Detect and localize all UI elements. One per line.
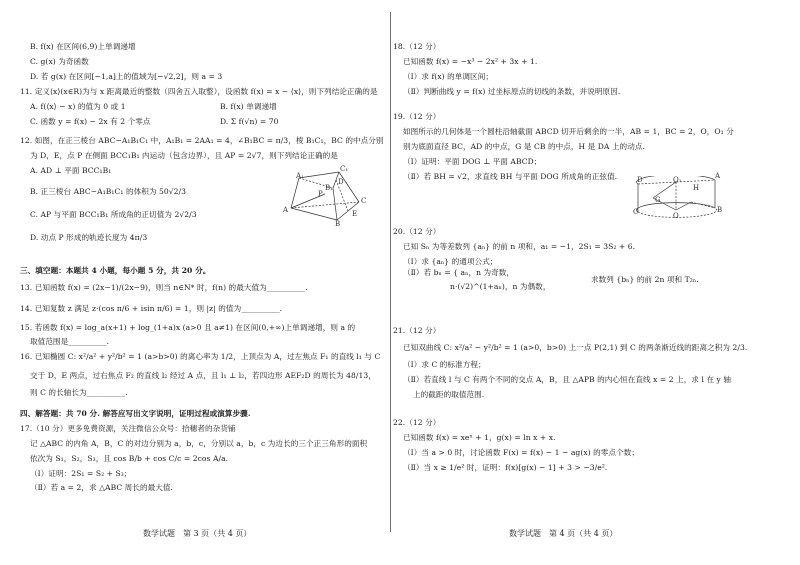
q11-option-c: C. 函数 y = f(x) − 2x 有 2 个零点 — [30, 117, 151, 126]
page-footer-right: 数学试题 第 4 页（共 4 页） — [509, 529, 618, 538]
fig-label-p: P — [318, 190, 323, 198]
q19-header: 19.（12 分） — [393, 112, 441, 121]
q13: 13. 已知函数 f(x) = (2x−1)/(2x−9)，则当 n∈N* 时，f(n) 的最大值为__________. — [20, 283, 308, 292]
q19-part2: （Ⅱ）若 BH = √2，求直线 BH 与平面 DOG 所成角的正弦值. — [403, 172, 618, 181]
q17-part1: （Ⅰ）证明：2S₁ = S₂ + S₃； — [30, 469, 132, 478]
fig-label-d: D — [338, 178, 344, 186]
q21-part1: （Ⅰ）求 C 的标准方程； — [403, 360, 486, 369]
q16-line2: 交于 D，E 两点，过右焦点 F₂ 的直线 l₂ 经过 A 点，且 l₁ ⊥ l₂，若四边形 AEF₂D 的周长为 48/13， — [30, 371, 376, 380]
q20-part2-case2: n·(√2)^(1+aₙ)，n 为偶数， — [450, 282, 551, 291]
page-divider — [390, 12, 391, 532]
fig-label-e: E — [352, 210, 358, 218]
q19-stem-line1: 如图所示的几何体是一个圆柱沿轴截面 ABCD 切开后剩余的一半，AB = 1，BC = 2，O，O₁ 分 — [403, 127, 734, 136]
fig19-label-a: A — [715, 172, 721, 180]
q20-part2-ask: 求数列 {bₙ} 的前 2n 项和 T₂ₙ. — [591, 275, 699, 284]
section-fill-in-heading: 三、填空题：本题共 4 小题，每小题 5 分，共 20 分。 — [20, 266, 211, 275]
q22-header: 22.（12 分） — [393, 418, 441, 427]
q21-stem: 已知双曲线 C: x²/a² − y²/b² = 1 (a>0，b>0) 上一点 P(2,1) 到 C 的两条渐近线的距离之积为 2/3. — [403, 343, 748, 352]
q11-option-a: A. f(⟨x⟩ − x) 的值为 0 或 1 — [30, 102, 126, 111]
page-footer-left: 数学试题 第 3 页（共 4 页） — [143, 529, 252, 538]
q22-part1: （Ⅰ）当 a > 0 时，讨论函数 F(x) = f(x) − 1 − ag(x) 的零点个数； — [403, 448, 640, 457]
q10-option-b: B. f(x) 在区间(6,9)上单调递增 — [30, 42, 136, 51]
q17-part2: （Ⅱ）若 a = 2，求 △ABC 周长的最大值. — [30, 483, 174, 492]
fig-label-b1: B₁ — [325, 184, 333, 192]
q20-part1: （Ⅰ）求 {aₙ} 的通项公式； — [403, 257, 498, 266]
fig-label-c1: C₁ — [340, 165, 349, 173]
q11-option-d: D. Σ f(√n) = 70 — [220, 117, 279, 126]
section-solution-heading: 四、解答题：共 70 分. 解答应写出文字说明，证明过程或演算步骤. — [20, 409, 251, 418]
fig-label-c: C — [361, 197, 367, 205]
q16-line3: 则 C 的长轴长为__________. — [30, 388, 128, 397]
q14: 14. 已知复数 z 满足 z·(cos π/6 + isin π/6) = 1，则 |z| 的值为__________. — [20, 304, 283, 313]
half-cylinder-figure — [633, 176, 733, 224]
q15-line1: 15. 若函数 f(x) = log_a(x+1) + log_(1+a)x (a>0 且 a≠1) 在区间(0,+∞)上单调递增，则 a 的 — [20, 323, 356, 332]
q15-line2: 取值范围是__________. — [30, 337, 110, 346]
q21-part2-line1: （Ⅱ）若直线 l 与 C 有两个不同的交点 A，B，且 △APB 的内心恒在直线 x = 2 上，求 l 在 y 轴 — [403, 375, 731, 384]
fig19-label-b: B — [717, 206, 723, 214]
q17-stem-line2: 依次为 S₁，S₂，S₃，且 cos B/b + cos C/c = 2cos A/a. — [30, 454, 229, 463]
q12-option-c: C. AP 与平面 BCC₁B₁ 所成角的正切值为 2√2/3 — [30, 210, 197, 219]
q21-part2-line2: 上的截距的取值范围. — [413, 390, 485, 399]
q18-stem: 已知函数 f(x) = −x³ − 2x² + 3x + 1. — [403, 57, 538, 66]
q12-stem-line1: 12. 如图，在正三棱台 ABC−A₁B₁C₁ 中，A₁B₁ = 2AA₁ = 4，∠B₁BC = π/3，棱 B₁C₁，BC 的中点分别 — [20, 136, 384, 145]
q19-stem-line2: 别为底面直径 BC，AD 的中点，G 是 CB 的中点，H 是 DA 上的动点. — [403, 142, 645, 151]
q17-header: 17.（10 分）更多免费资源，关注微信公众号：拾穗者的杂货铺 — [20, 424, 236, 433]
q12-option-d: D. 动点 P 形成的轨迹长度为 4π/3 — [30, 233, 148, 242]
q20-part2-case1: （Ⅱ）若 bₙ = { aₙ，n 为奇数， — [403, 268, 515, 277]
fig19-label-c: C — [633, 208, 639, 216]
q16-line1: 16. 已知椭圆 C: x²/a² + y²/b² = 1 (a>b>0) 的离心率为 1/2，上顶点为 A，过左焦点 F₁ 的直线 l₁ 与 C — [20, 352, 381, 361]
q18-header: 18.（12 分） — [393, 42, 441, 51]
q11-stem: 11. 定义⟨x⟩(x∈R)为与 x 距离最近的整数（四舍五入取整），设函数 f(x) = x − ⟨x⟩，则下列结论正确的是 — [20, 87, 378, 96]
q21-header: 21.（12 分） — [393, 326, 441, 335]
q12-option-b: B. 正三棱台 ABC−A₁B₁C₁ 的体积为 50√2/3 — [30, 187, 187, 196]
q18-part1: （Ⅰ）求 f(x) 的单调区间； — [403, 72, 493, 81]
q12-option-a: A. AD ⊥ 平面 BCC₁B₁ — [30, 166, 112, 175]
fig19-label-g: G — [655, 196, 661, 204]
frustum-figure — [285, 158, 370, 230]
q19-part1: （Ⅰ）证明：平面 DOG ⊥ 平面 ABCD； — [403, 157, 542, 166]
fig-label-a1: A₁ — [296, 172, 304, 180]
q20-stem: 已知 Sₙ 为等差数列 {aₙ} 的前 n 项和，a₁ = −1，2S₁ = 3S₂ + 6. — [403, 242, 636, 251]
fig19-label-o1: O₁ — [673, 176, 682, 184]
q22-stem: 已知函数 f(x) = xeˣ + 1，g(x) = ln x + x. — [403, 433, 556, 442]
fig-label-a: A — [283, 206, 289, 214]
fig19-label-o: O — [673, 212, 679, 220]
q10-option-c: C. g(x) 为奇函数 — [30, 57, 89, 66]
page-3 — [0, 0, 385, 565]
q18-part2: （Ⅱ）判断曲线 y = f(x) 过坐标原点的切线的条数，并说明原因. — [403, 87, 621, 96]
fig19-label-h: H — [693, 184, 700, 192]
fig-label-b: B — [335, 220, 341, 228]
q17-stem-line1: 记 △ABC 的内角 A，B，C 的对边分别为 a，b，c，分别以 a，b，c 为边长的三个正三角形的面积 — [30, 439, 368, 448]
q10-option-d: D. 若 g(x) 在区间[−1,a]上的值域为[−√2,2]，则 a = 3 — [30, 72, 223, 81]
q12-stem-line2: 为 D，E，点 P 在侧面 BCC₁B₁ 内运动（包含边界），且 AP = 2√7，则下列结论正确的是 — [30, 151, 338, 160]
q22-part2: （Ⅱ）当 x ≥ 1/e² 时，证明：f(x)[g(x) − 1] + 3 > −3/e². — [403, 463, 608, 472]
q20-header: 20.（12 分） — [393, 227, 441, 236]
q11-option-b: B. f(x) 单调递增 — [220, 102, 277, 111]
fig19-label-d: D — [637, 176, 643, 184]
page-4 — [393, 0, 800, 565]
